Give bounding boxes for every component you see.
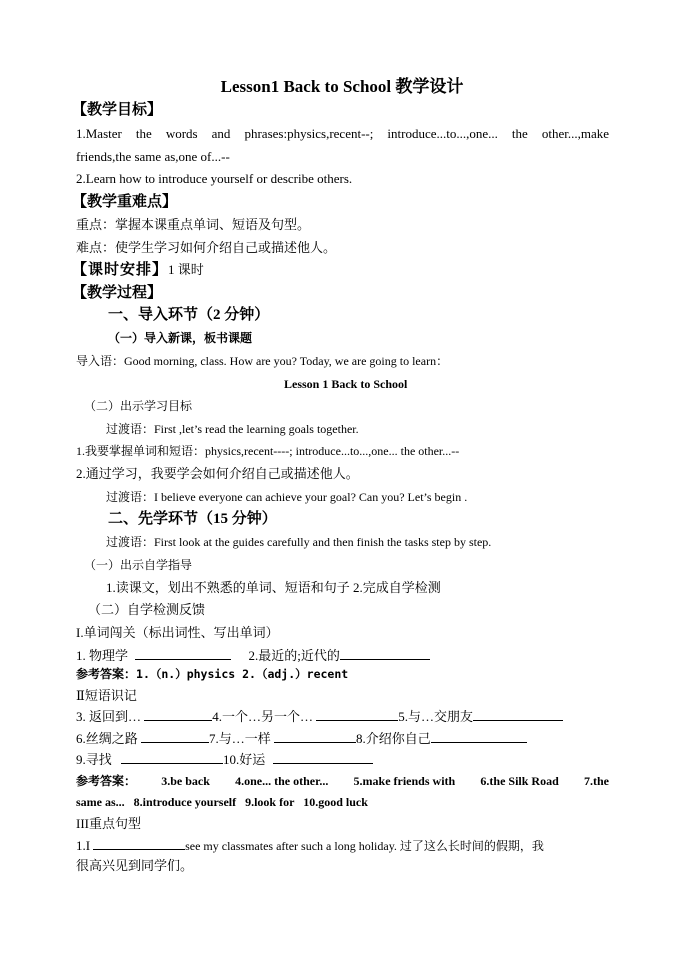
answer-text: 1.（n.）physics 2.（adj.）recent <box>136 667 349 681</box>
step1-sub1: （一）导入新课，板书课题 <box>108 331 253 345</box>
answer-line-2b: same as... 8.introduce yourself 9.look for 10.good luck <box>76 795 368 809</box>
answer-7: 7.the <box>583 774 609 788</box>
phrase-item-6: 6.丝绸之路 <box>76 731 138 746</box>
self-study-guide: 1.读课文，划出不熟悉的单词、短语和句子 2.完成自学检测 <box>106 580 441 595</box>
schedule-line <box>72 261 204 279</box>
key-point: 重点：掌握本课重点单词、短语及句型。 <box>76 217 311 232</box>
answer-5: 5.make friends with <box>353 774 456 788</box>
phrase-item-8: 8.介绍你自己 <box>356 731 431 746</box>
vocab-line-1 <box>76 646 430 665</box>
phrase-line-1 <box>76 707 563 726</box>
answer-blank[interactable] <box>141 729 209 743</box>
answer-blank[interactable] <box>93 836 185 850</box>
phrase-item-4: 4.一个…另一个… <box>212 709 314 724</box>
objective-line-1b: friends,the same as,one of...-- <box>76 149 230 164</box>
sentence-translation: 很高兴见到同学们。 <box>76 858 194 873</box>
answer-blank[interactable] <box>274 729 356 743</box>
answer-blank[interactable] <box>121 750 223 764</box>
difficulty-heading: 【教学重难点】 <box>72 194 178 210</box>
lesson-title: Lesson 1 Back to School <box>284 377 408 391</box>
goal-2: 2.通过学习，我要学会如何介绍自己或描述他人。 <box>76 466 359 481</box>
step2-title: 二、先学环节（15 分钟） <box>108 511 277 527</box>
answer-line-1 <box>76 665 348 683</box>
answer-4: 4.one... the other... <box>235 774 329 788</box>
objective-line-1a: 1.Master the words and phrases:physics,recent--; introduce...to...,one... the other...,make <box>76 126 609 141</box>
goal-1: 1.我要掌握单词和短语：physics,recent----; introduce...to...,one... the other...-- <box>76 444 460 458</box>
process-heading: 【教学过程】 <box>72 285 163 301</box>
difficult-point: 难点：使学生学习如何介绍自己或描述他人。 <box>76 240 337 255</box>
phrase-line-2 <box>76 729 527 748</box>
phrase-item-9: 9.寻找 <box>76 752 112 767</box>
transition-1: 过渡语：First ,let’s read the learning goals together. <box>106 422 359 436</box>
part2-heading: Ⅱ短语识记 <box>76 688 137 703</box>
phrase-item-3: 3. 返回到… <box>76 709 142 724</box>
question-start: 1.I <box>76 838 91 853</box>
answer-label: 参考答案： <box>76 774 137 788</box>
phrase-item-5: 5.与…交朋友 <box>398 709 474 724</box>
schedule-heading: 【课时安排】 <box>72 262 169 278</box>
phrase-item-10: 10.好运 <box>223 752 266 767</box>
phrase-line-3 <box>76 750 373 769</box>
answer-blank[interactable] <box>135 646 231 660</box>
step2-sub1: （一）出示自学指导 <box>84 558 193 572</box>
answer-blank[interactable] <box>340 646 430 660</box>
part1-heading: I.单词闯关（标出词性、写出单词） <box>76 625 279 640</box>
objectives-heading: 【教学目标】 <box>72 102 163 118</box>
step1-title: 一、导入环节（2 分钟） <box>108 307 270 323</box>
answer-blank[interactable] <box>144 707 212 721</box>
phrase-item-7: 7.与…一样 <box>209 731 271 746</box>
schedule-value: 1 课时 <box>168 262 204 277</box>
answer-6: 6.the Silk Road <box>480 774 559 788</box>
answer-line-2a <box>76 772 609 790</box>
sentence-question <box>76 836 544 855</box>
step2-transition: 过渡语：First look at the guides carefully and then finish the tasks step by step. <box>106 535 492 549</box>
step1-sub2: （二）出示学习目标 <box>84 399 193 413</box>
transition-2: 过渡语：I believe everyone can achieve your goal? Can you? Let’s begin . <box>106 490 468 504</box>
document-title: Lesson1 Back to School 教学设计 <box>220 77 464 96</box>
answer-blank[interactable] <box>316 707 398 721</box>
vocab-item-1: 1. 物理学 <box>76 648 129 663</box>
step2-sub2: （二）自学检测反馈 <box>88 602 206 617</box>
objective-line-2: 2.Learn how to introduce yourself or describe others. <box>76 171 353 186</box>
question-end: see my classmates after such a long holiday. 过了这么长时间的假期，我 <box>185 839 544 853</box>
part3-heading: III重点句型 <box>76 816 141 831</box>
answer-label: 参考答案： <box>76 667 137 681</box>
vocab-item-2: 2.最近的;近代的 <box>248 648 340 663</box>
answer-3: 3.be back <box>161 774 210 788</box>
answer-blank[interactable] <box>273 750 373 764</box>
answer-blank[interactable] <box>473 707 563 721</box>
answer-blank[interactable] <box>431 729 527 743</box>
intro-line: 导入语：Good morning, class. How are you? Today, we are going to learn： <box>76 354 449 368</box>
